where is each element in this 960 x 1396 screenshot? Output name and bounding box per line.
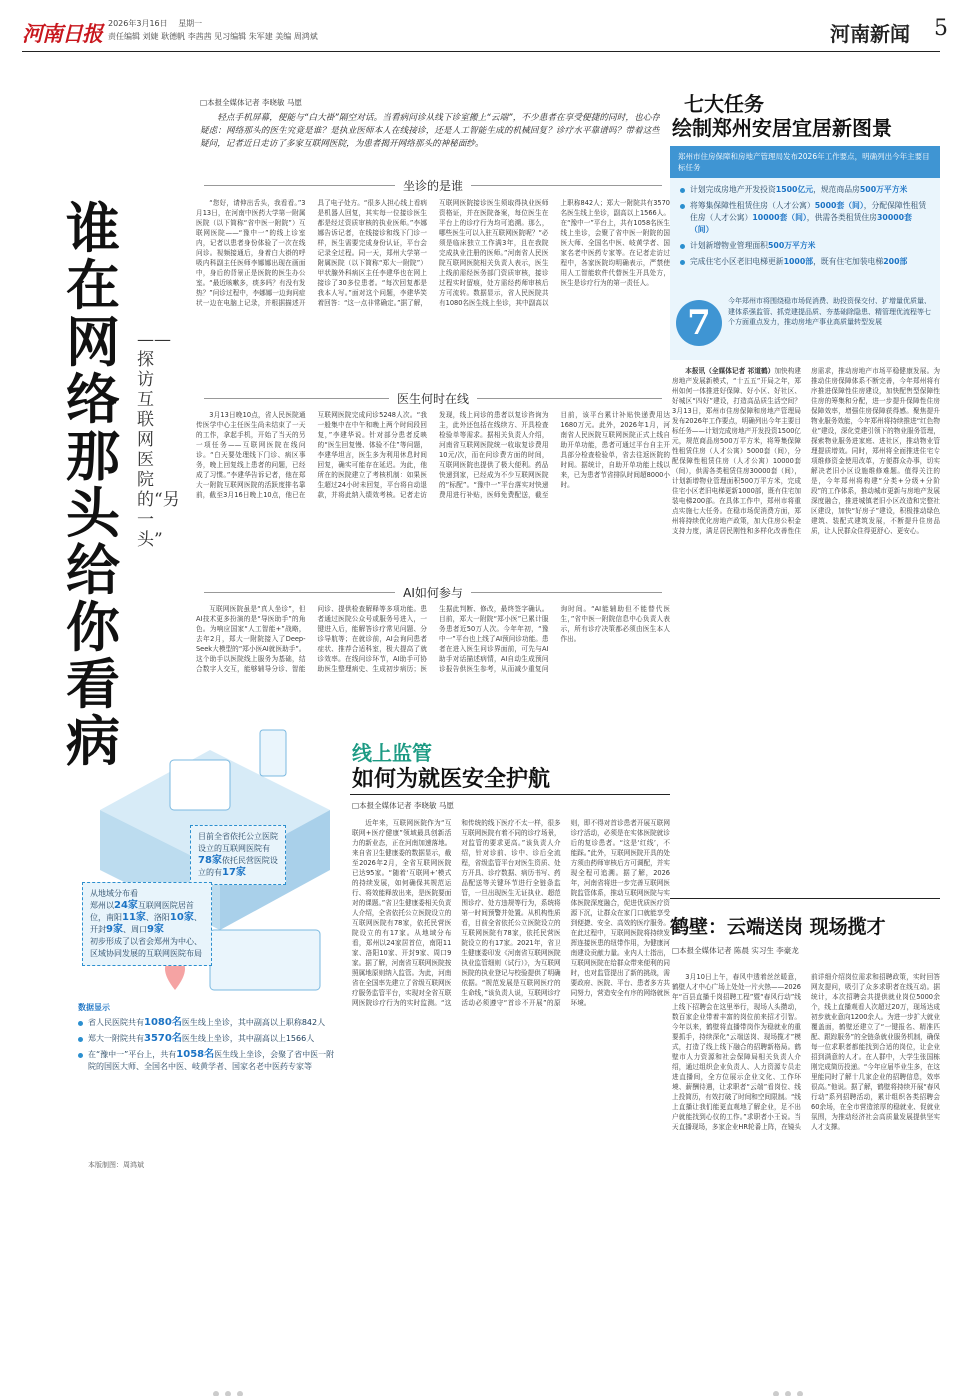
photo-credit: 本版制图：周鸿斌: [88, 1161, 144, 1169]
editor-credits: 责任编辑 刘婕 耿德帆 李茜茜 见习编辑 朱军建 美编 周鸿斌: [108, 32, 318, 41]
masthead: [22, 14, 948, 52]
ambulance-icon: [210, 930, 320, 990]
task-item: 计划完成房地产开发投资1500亿元，规范商品房500万平方米: [680, 184, 930, 196]
supervision-title-line1: 线上监管: [352, 741, 432, 765]
tasks-list: [670, 178, 940, 278]
hebi-text: 3月10日上午，春风中透着丝丝暖意，鹤壁人才中心广场上处处一片火热——2026年“百县直播千岗招聘工程”暨“春风行动”线上线下招聘会在这里举行，现场人头攒动，数百家企业带着丰富的岗位前来招才引智。今年以来，鹤壁将直播带岗作为稳就业的重要抓手，持续深化“云端送岗、现场揽才”模式，打造了线上线下融合的招聘新格局。鹤壁市人力资源和社会保障局相关负责人介绍，通过组织企业负责人、人力资源专员走进直播间，全方位展示企业文化、工作环境、薪酬待遇，让求职者“云端”看岗位、线上投简历，有效打破了时间和空间限制。“线上直播让我们能更直观地了解企业，足不出户就能找到心仪的工作。”求职者小王说。当天直播现场，多家企业HR轮番上阵，在镜头前详细介绍岗位需求和招聘政策，实时回答网友提问，吸引了众多求职者在线互动。据统计，本次招聘会共提供就业岗位5000余个，线上直播观看人次超过20万，现场达成初步就业意向1200余人。为进一步扩大就业覆盖面，鹤壁还建立了“一键报名、精准匹配、跟踪服务”的全链条就业服务机制，确保每一位求职者都能找到合适的岗位，让企业招到满意的人才。在人群中，大学生张国栋刚完成简历投递。“今年应届毕业生多，在这里能同时了解十几家企业的招聘信息，效率很高。”他说。据了解，鹤壁将持续开展“春风行动”系列招聘活动，累计组织各类招聘会60余场，在全市营造浓厚的稳就业、促就业氛围，为推动经济社会高质量发展提供坚实人才支撑。: [672, 973, 940, 1131]
main-title: 谁在网络那头给你看病: [66, 196, 120, 773]
tasks-text: [672, 366, 940, 898]
supervision-text: 近年来，互联网医院作为“互联网+医疗健康”领域最具创新活力的新业态，正在河南加速落地。来自省卫生健康委的数据显示，截至2026年2月，全省互联网医院已达95家。“随着‘互联网+’模式的持续发展，如何确保其规范运行、将效能释放出来，是医院要面对的课题。”省卫生健康委相关负责人介绍，全省依托公立医院设立的互联网医院有78家，依托民营医院设立的有17家。从地域分布看，郑州以24家居首位，南阳11家、洛阳10家、开封9家、周口9家。据了解，河南省互联网医院按照属地原则纳入监管。为此，河南省在全国率先建立了省级互联网医疗服务监管平台，实现对全省互联网医院诊疗行为的实时监测。“这和传统的线下医疗不太一样，很多互联网医院有着不同的诊疗场景，对监管的要求更高。”该负责人介绍，针对诊前、诊中、诊后全流程，省级监管平台对医生资质、处方开具、诊疗数据、病历书写、药品配送等关键环节进行全链条监管，一旦出现医生无证执业、超范围诊疗、处方违规等行为，系统将第一时间预警并处置。从机构性质看，目前全省依托公立医院设立的互联网医院有78家，依托民营医院设立的有17家。2021年，省卫生健康委印发《河南省互联网医院执业监管细则（试行）》，为互联网医院的执业登记与校验提供了明确依据。“规范发展是互联网医疗的生命线，”该负责人说，互联网诊疗活动必须遵守“首诊不开展”的原则，即不得对首诊患者开展互联网诊疗活动，必须是在实体医院就诊后的复诊患者。“这是‘红线’，不能踩。”此外，互联网医院开具的处方须由药师审核后方可调配，并实现全程可追溯。据了解，2026年，河南省将进一步完善互联网医院监管体系，推动互联网医院与实体医院深度融合，促进优质医疗资源下沉，让群众在家门口就能享受到便捷、安全、高效的医疗服务。在此过程中，互联网医院将持续发挥连接医患的纽带作用，为健康河南建设贡献力量。业内人士指出，互联网医院在给群众带来便利的同时，也对监管提出了新的挑战，需要政府、医院、平台、患者多方共同努力，营造安全有序的网络就医环境。: [352, 819, 670, 1007]
tasks-title-line2: 绘制郑州安居宜居新图景: [672, 116, 892, 140]
task-item: 完成住宅小区老旧电梯更新1000部，既有住宅加装电梯200部: [680, 256, 930, 268]
main-lead: 轻点手机屏幕，便能与“白大褂”隔空对话。当看病问诊从线下诊室搬上“云端”，不少患者在享受便捷的同时，也心存疑虑：网络那头的医生究竟是谁？是执业医师本人在线接诊，还是人工智能生成的机械回复？诊疗水平靠谱吗？带着这些疑问，记者近日走访了多家互联网医院，为患者揭开网络那头的神秘面纱。: [200, 113, 660, 149]
section-heading-when: 医生何时在线: [196, 389, 670, 407]
monitor-icon: [170, 760, 230, 810]
data-item: 省人民医院共有1080名医生线上坐诊，其中副高以上职称842人: [78, 1017, 340, 1029]
main-byline: □本报全媒体记者 李晓敏 马愿: [200, 98, 302, 107]
section-name: 河南新闻: [830, 22, 910, 46]
institution-stats-callout: 目前全省依托公立医院设立的互联网医院有78家依托民营医院设立的有17家: [190, 825, 286, 885]
page-dots: [210, 1382, 246, 1396]
issue-weekday: 星期一: [178, 19, 203, 28]
phone-icon: [260, 730, 286, 776]
section-heading-who: 坐诊的是谁: [196, 176, 670, 194]
task-item: 将筹集保障性租赁住房（人才公寓）5000套（间），分配保障性租赁住房（人才公寓）10000套（间），供需各类租赁住房30000套（间）: [680, 200, 930, 236]
data-box-title: 数据显示: [78, 1003, 110, 1012]
newspaper-logo: 河南日报: [22, 21, 102, 46]
tasks-body: 加快构建房地产发展新模式，“十五五”开局之年，郑州如何一体推进好保障、好小区、好社区、好城区“四好”建设，打造高品质生活空间？3月13日，郑州市住房保障和房地产管理局发布2026年工作要点，明确列出今年主要目标任务——计划完成房地产开发投资1500亿元，规范商品房500万平方米，将筹集保障性租赁住房（人才公寓）5000套（间），分配保障性租赁住房（人才公寓）10000套（间），供需各类租赁住房30000套（间），计划新增物业管理面积500万平方米，完成住宅小区老旧电梯更新1000部，既有住宅加装电梯200部。在具体工作中，郑州市将重点实施七大任务。在稳市场促消费方面，郑州将持续优化房地产政策，加大住房公积金支持力度，满足居民刚性和多样化改善性住房需求，推动房地产市场平稳健康发展。为推动住房保障体系不断完善，今年郑州将有序推进保障性住房建设，加快配售型保障性住房的筹集和分配，进一步提升保障性住房保障效率，增强住房保障获得感。聚焦提升物业服务效能，今年郑州将持续推进“红色物业”建设，深化党建引领下的物业服务管理，探索物业服务进家庭、进社区，推动物业管理提质增效。同时，郑州将全面推进住宅专项维修资金使用改革，方便群众办事，切实解决老旧小区设施维修难题。值得关注的是，今年郑州将构建“分类+分级+分阶段”的工作体系，推动城市更新与房地产发展深度融合，推进城镇老旧小区改造和完整社区建设，加快“好房子”建设，积极推动绿色建筑、装配式建筑发展，不断提升住房品质，让人民群众住得更舒心、更安心。: [672, 367, 940, 535]
issue-date: 2026年3月16日: [108, 19, 168, 28]
seven-badge: 7: [676, 300, 722, 346]
tasks-byline: 本报讯（全媒体记者 祁道鹤）: [685, 367, 775, 375]
section-text-when: 3月13日晚10点，省人民医院通传医学中心主任医生尚未结束了一天的工作，拿起手机，开始了当天的另一项任务——互联网医院在线问诊。“白天要处理线下门诊、病区事务，晚上回复线上患者的问题，已经成了习惯。”李建华告诉记者，他在郑大一附院互联网医院的活跃度排名靠前，截至3月16日晚上10点，他已在互联网医院完成问诊5248人次。“我一般集中在中午和晚上两个时间段回复，”李建华说。针对部分患者反映的“医生回复慢、体验不佳”等问题，李建华坦言，医生多为利用休息时间回复，确实可能存在延迟。为此，他所在的医院建立了考核机制：如果医生超过24小时未回复，平台将自动退款，并将此纳入绩效考核。记者走访发现，线上问诊的患者以复诊咨询为主，此外还包括在线续方、开具检查检验单等需求。据相关负责人介绍，河南省互联网医院统一收取复诊费用10元/次，而在问诊费方面的时间，互联网医院也提供了极大便利。药品快递到家，已经成为不少互联网医院的“标配”。“豫中一”平台落实对快递费用进行补贴，医师免费配送，截至目前，该平台累计补贴快递费用达1680万元。此外，2026年1月，河南省人民医院互联网医院正式上线自助开单功能，患者可通过平台自主开具部分检查检验单，省去往返医院的时间。据统计，自助开单功能上线以来，已为患者节省排队时间超8000小时。: [196, 411, 670, 499]
tasks-banner: 郑州市住房保障和房地产管理局发布2026年工作要点，明确列出今年主要目标任务: [670, 146, 940, 178]
section-text-ai: 互联网医院虽是“真人坐诊”，但AI技术更多扮演的是“导医助手”的角色。为响应国家“人工智能+”战略，去年2月，郑大一附院接入了Deep-Seek大模型的“郑小医AI就医助手”。这个助手以医院线上服务为基础，结合数字人交互，能够辅导分诊、智能问诊、提供检查解释等多项功能。患者通过医院公众号或服务号进入，一键进入后，能解答诊疗常见问题、分诊导航等；在就诊前，AI会询问患者症状、推荐合适科室，极大提高了就诊效率。在线问诊环节，AI助手可协助医生整理病史、生成初步病历；医生据此判断、修改，最终签字确认。目前，郑大一附院“郑小医”已累计服务患者近50万人次。今年年初，“豫中一”平台也上线了AI预问诊功能。患者在进入医生问诊界面前，可先与AI助手对话描述病情，AI自动生成预问诊报告供医生参考，从而减少重复问询时间。“AI能辅助但不能替代医生，”省中医一附院信息中心负责人表示，所有诊疗决策都必须由医生本人作出。: [196, 605, 670, 673]
data-box-list: [78, 1017, 340, 1073]
hebi-title: 鹤壁：云端送岗 现场揽才: [670, 916, 886, 938]
data-box: [78, 1002, 340, 1077]
task-item: 计划新增物业管理面积500万平方米: [680, 240, 930, 252]
section-heading-ai: AI如何参与: [196, 583, 670, 601]
data-item: 在“豫中一”平台上，共有1058名医生线上坐诊，会聚了省中医一附院的国医大师、全国名中医、岐黄学者、国家名老中医药专家等: [78, 1049, 340, 1073]
supervision-rule: [350, 794, 670, 795]
data-item: 郑大一附院共有3570名医生线上坐诊，其中副高以上1566人: [78, 1033, 340, 1045]
distribution-callout: 从地域分布看 郑州以24家互联网医院居首位，南阳11家、洛阳10家、开封9家、周口9家 初步形成了以省会郑州为中心、区域协同发展的互联网医院布局: [82, 882, 212, 966]
tasks-title-line1: 七大任务: [684, 92, 764, 116]
section-text-who: “您好，请伸出舌头，我看看。”3月13日，在河南中医药大学第一附属医院（以下简称“省中医一附院”）互联网医院——“豫中一”的线上诊室内，记者以患者身份体验了一次在线问诊。视频接通后，身着白大褂的呼吸内科副主任医师李娜娜出现在画面中，身后的背景正是医院的医生办公室。“最近咳嗽多，痰多吗？有没有发热？”问诊过程中，李娜娜一边询问症状一边在电脑上记录，并根据描述开具了电子处方。“很多人担心线上看病是机器人回复，其实每一位接诊医生都是经过资质审核的执业医师。”李娜娜告诉记者，在线接诊和线下门诊一样，医生需要完成身份认证，平台会记录全过程。同一天，郑州大学第一附属医院（以下简称“郑大一附院”）甲状腺外科病区主任李建华也在网上接诊了30多位患者。“每次回复都是我本人写。”面对这个问题，李建华笑着回答：“这一点非常确定。”据了解，互联网医院接诊医生须取得执业医师资格证，并在医院备案，每位医生在平台上的诊疗行为均可追溯。那么，哪些医生可以入驻互联网医院呢？“必须是临床独立工作满3年，且在我院完成执业注册的医师。”河南省人民医院互联网医院相关负责人表示，医生上线前需经医务部门资质审核，接诊过程实时留痕，处方需经药师审核后方可流转。数据显示，省人民医院共有1080名医生线上坐诊，其中副高以上职称842人；郑大一附院共有3570名医生线上坐诊，副高以上1566人。在“豫中一”平台上，共有1058名医生线上坐诊，会聚了省中医一附院的国医大师、全国名中医、岐黄学者、国家名老中医药专家等。在记者走访过程中，各家医院均明确表示，严禁使用人工智能软件代替医生开具处方，医生是诊疗行为的第一责任人。: [196, 199, 670, 307]
supervision-byline: □本报全媒体记者 李晓敏 马愿: [352, 801, 454, 810]
hebi-top-rule: [670, 898, 940, 899]
main-subtitle: ——探访互联网医院的“另一头”: [137, 330, 180, 550]
page-dots: [770, 1382, 806, 1396]
page-number: 5: [934, 16, 948, 41]
hebi-byline: □本报全媒体记者 陈晨 实习生 李豪龙: [672, 946, 799, 955]
seven-badge-text: 今年郑州市将围绕稳市场促消费、助投资保交付、扩增量优质量、建体系强监管、抓党建提品质、夯基础除隐患、精管理优流程等七个方面重点发力，推动房地产事业高质量转型发展: [728, 297, 931, 326]
supervision-title-line2: 如何为就医安全护航: [352, 766, 551, 792]
issue-date-line: [108, 18, 202, 29]
